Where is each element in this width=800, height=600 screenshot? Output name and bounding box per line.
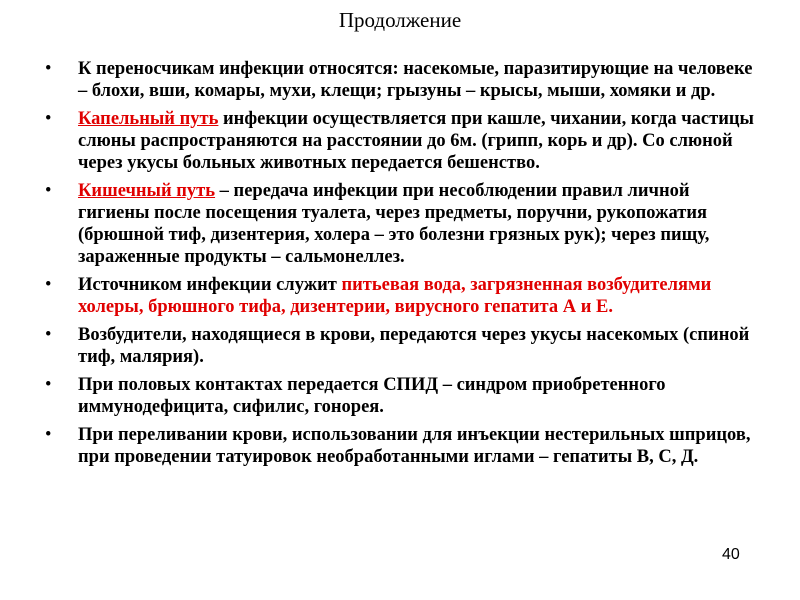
bullet-marker: •: [45, 109, 52, 129]
bullet-text: Возбудители, находящиеся в крови, передаются через укусы насекомых (спиной тиф, малярия).: [78, 325, 750, 367]
bullet-text: При половых контактах передается СПИД – синдром приобретенного иммунодефицита, сифилис, гонорея.: [78, 375, 666, 417]
bullet-blood-transfusion: [45, 424, 760, 468]
bullet-marker: •: [45, 275, 52, 295]
bullet-intestinal-route: [45, 180, 760, 268]
bullet-marker: •: [45, 59, 52, 79]
bullet-droplet-route: [45, 108, 760, 174]
bullet-text: При переливании крови, использовании для инъекции нестерильных шприцов, при проведении татуировок необработанными иглами – гепатиты В, С, Д.: [78, 425, 751, 467]
bullet-term: Кишечный путь: [78, 181, 216, 201]
bullet-text: Источником инфекции служит: [78, 275, 342, 295]
bullet-text: К переносчикам инфекции относятся: насекомые, паразитирующие на человеке – блохи, вши, комары, мухи, клещи; грызуны – крысы, мыши, хомяки и др.: [78, 59, 753, 101]
page-number: 40: [722, 546, 740, 563]
bullet-text: – передача инфекции при несоблюдении правил личной гигиены после посещения туалета, через предметы, поручни, рукопожатия (брюшной тиф, дизентерия, холера – это болезни грязных рук); через пищу, зараженные продукты – сальмонеллез.: [78, 181, 710, 267]
bullet-list: [45, 58, 760, 474]
slide-title: Продолжение: [338, 8, 462, 32]
bullet-text: инфекции осуществляется при кашле, чихании, когда частицы слюны распространяются на расстоянии до 6м. (грипп, корь и др). Со слюной через укусы больных животных передается бешенство.: [78, 109, 754, 173]
bullet-infection-source: [45, 274, 760, 318]
bullet-term: Капельный путь: [78, 109, 219, 129]
bullet-marker: •: [45, 375, 52, 395]
bullet-sexual-contact: [45, 374, 760, 418]
bullet-marker: •: [45, 181, 52, 201]
bullet-marker: •: [45, 325, 52, 345]
bullet-highlight: питьевая вода, загрязненная возбудителями холеры, брюшного тифа, дизентерии, вирусного гепатита А и Е.: [78, 275, 712, 317]
bullet-blood-pathogens: [45, 324, 760, 368]
bullet-vectors: [45, 58, 760, 102]
bullet-marker: •: [45, 425, 52, 445]
